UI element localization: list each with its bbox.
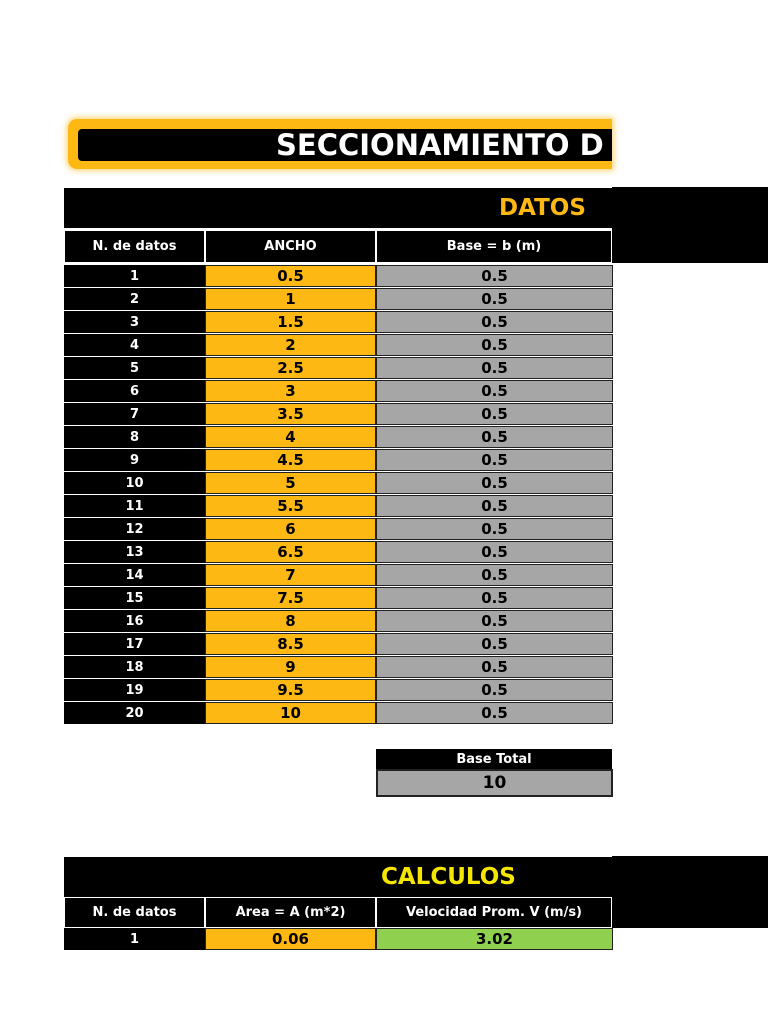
calculos-header-area: Area = A (m*2): [205, 897, 376, 928]
datos-row-base[interactable]: 0.5: [376, 495, 613, 517]
calculos-row-area[interactable]: 0.06: [205, 928, 376, 950]
datos-row-base[interactable]: 0.5: [376, 518, 613, 540]
datos-row-ancho[interactable]: 6.5: [205, 541, 376, 563]
datos-row-ancho[interactable]: 9: [205, 656, 376, 678]
datos-row-ancho[interactable]: 1: [205, 288, 376, 310]
datos-row-n: 4: [64, 334, 205, 356]
datos-row-ancho[interactable]: 2.5: [205, 357, 376, 379]
datos-row-ancho[interactable]: 5: [205, 472, 376, 494]
datos-row-ancho[interactable]: 9.5: [205, 679, 376, 701]
datos-row-ancho[interactable]: 2: [205, 334, 376, 356]
datos-row-n: 5: [64, 357, 205, 379]
calculos-row-velocidad[interactable]: 3.02: [376, 928, 613, 950]
datos-row-base[interactable]: 0.5: [376, 679, 613, 701]
datos-row-n: 9: [64, 449, 205, 471]
datos-row-base[interactable]: 0.5: [376, 380, 613, 402]
calculos-row-n: 1: [64, 928, 205, 950]
datos-row-base[interactable]: 0.5: [376, 357, 613, 379]
datos-row-n: 2: [64, 288, 205, 310]
datos-row-n: 18: [64, 656, 205, 678]
datos-row-base[interactable]: 0.5: [376, 288, 613, 310]
datos-row-n: 20: [64, 702, 205, 724]
datos-row-ancho[interactable]: 4: [205, 426, 376, 448]
datos-row-base[interactable]: 0.5: [376, 311, 613, 333]
datos-row-ancho[interactable]: 3: [205, 380, 376, 402]
datos-row-ancho[interactable]: 0.5: [205, 265, 376, 287]
calculos-header-n: N. de datos: [64, 897, 205, 928]
side-panel-datos: [612, 187, 768, 263]
base-total-value[interactable]: 10: [376, 769, 613, 797]
datos-row-base[interactable]: 0.5: [376, 334, 613, 356]
datos-row-ancho[interactable]: 8: [205, 610, 376, 632]
datos-row-base[interactable]: 0.5: [376, 426, 613, 448]
datos-row-base[interactable]: 0.5: [376, 656, 613, 678]
datos-row-base[interactable]: 0.5: [376, 265, 613, 287]
datos-row-n: 3: [64, 311, 205, 333]
datos-row-ancho[interactable]: 7: [205, 564, 376, 586]
datos-heading-band: [64, 188, 612, 228]
datos-row-ancho[interactable]: 10: [205, 702, 376, 724]
datos-row-n: 10: [64, 472, 205, 494]
datos-row-ancho[interactable]: 8.5: [205, 633, 376, 655]
datos-header-n: N. de datos: [64, 230, 205, 263]
datos-row-ancho[interactable]: 4.5: [205, 449, 376, 471]
datos-row-ancho[interactable]: 7.5: [205, 587, 376, 609]
datos-row-n: 11: [64, 495, 205, 517]
datos-row-ancho[interactable]: 1.5: [205, 311, 376, 333]
datos-row-n: 8: [64, 426, 205, 448]
calculos-heading: CALCULOS: [381, 864, 516, 890]
datos-heading: DATOS: [499, 195, 586, 221]
datos-row-base[interactable]: 0.5: [376, 564, 613, 586]
datos-row-n: 6: [64, 380, 205, 402]
page-title: SECCIONAMIENTO D: [276, 129, 604, 161]
datos-row-n: 12: [64, 518, 205, 540]
datos-header-base: Base = b (m): [376, 230, 612, 263]
base-total-label: Base Total: [376, 749, 612, 769]
datos-row-base[interactable]: 0.5: [376, 702, 613, 724]
datos-row-base[interactable]: 0.5: [376, 472, 613, 494]
datos-row-n: 16: [64, 610, 205, 632]
datos-row-n: 19: [64, 679, 205, 701]
datos-row-base[interactable]: 0.5: [376, 610, 613, 632]
datos-row-n: 14: [64, 564, 205, 586]
datos-row-base[interactable]: 0.5: [376, 587, 613, 609]
datos-row-base[interactable]: 0.5: [376, 633, 613, 655]
side-panel-calculos: [612, 856, 768, 928]
datos-row-n: 15: [64, 587, 205, 609]
datos-row-base[interactable]: 0.5: [376, 541, 613, 563]
datos-row-n: 7: [64, 403, 205, 425]
datos-row-base[interactable]: 0.5: [376, 403, 613, 425]
datos-row-ancho[interactable]: 6: [205, 518, 376, 540]
datos-row-n: 17: [64, 633, 205, 655]
datos-row-ancho[interactable]: 5.5: [205, 495, 376, 517]
calculos-heading-band: [64, 857, 612, 897]
datos-row-n: 1: [64, 265, 205, 287]
datos-row-ancho[interactable]: 3.5: [205, 403, 376, 425]
calculos-header-velocidad: Velocidad Prom. V (m/s): [376, 897, 612, 928]
datos-header-ancho: ANCHO: [205, 230, 376, 263]
datos-row-n: 13: [64, 541, 205, 563]
title-banner: [78, 129, 612, 161]
datos-row-base[interactable]: 0.5: [376, 449, 613, 471]
